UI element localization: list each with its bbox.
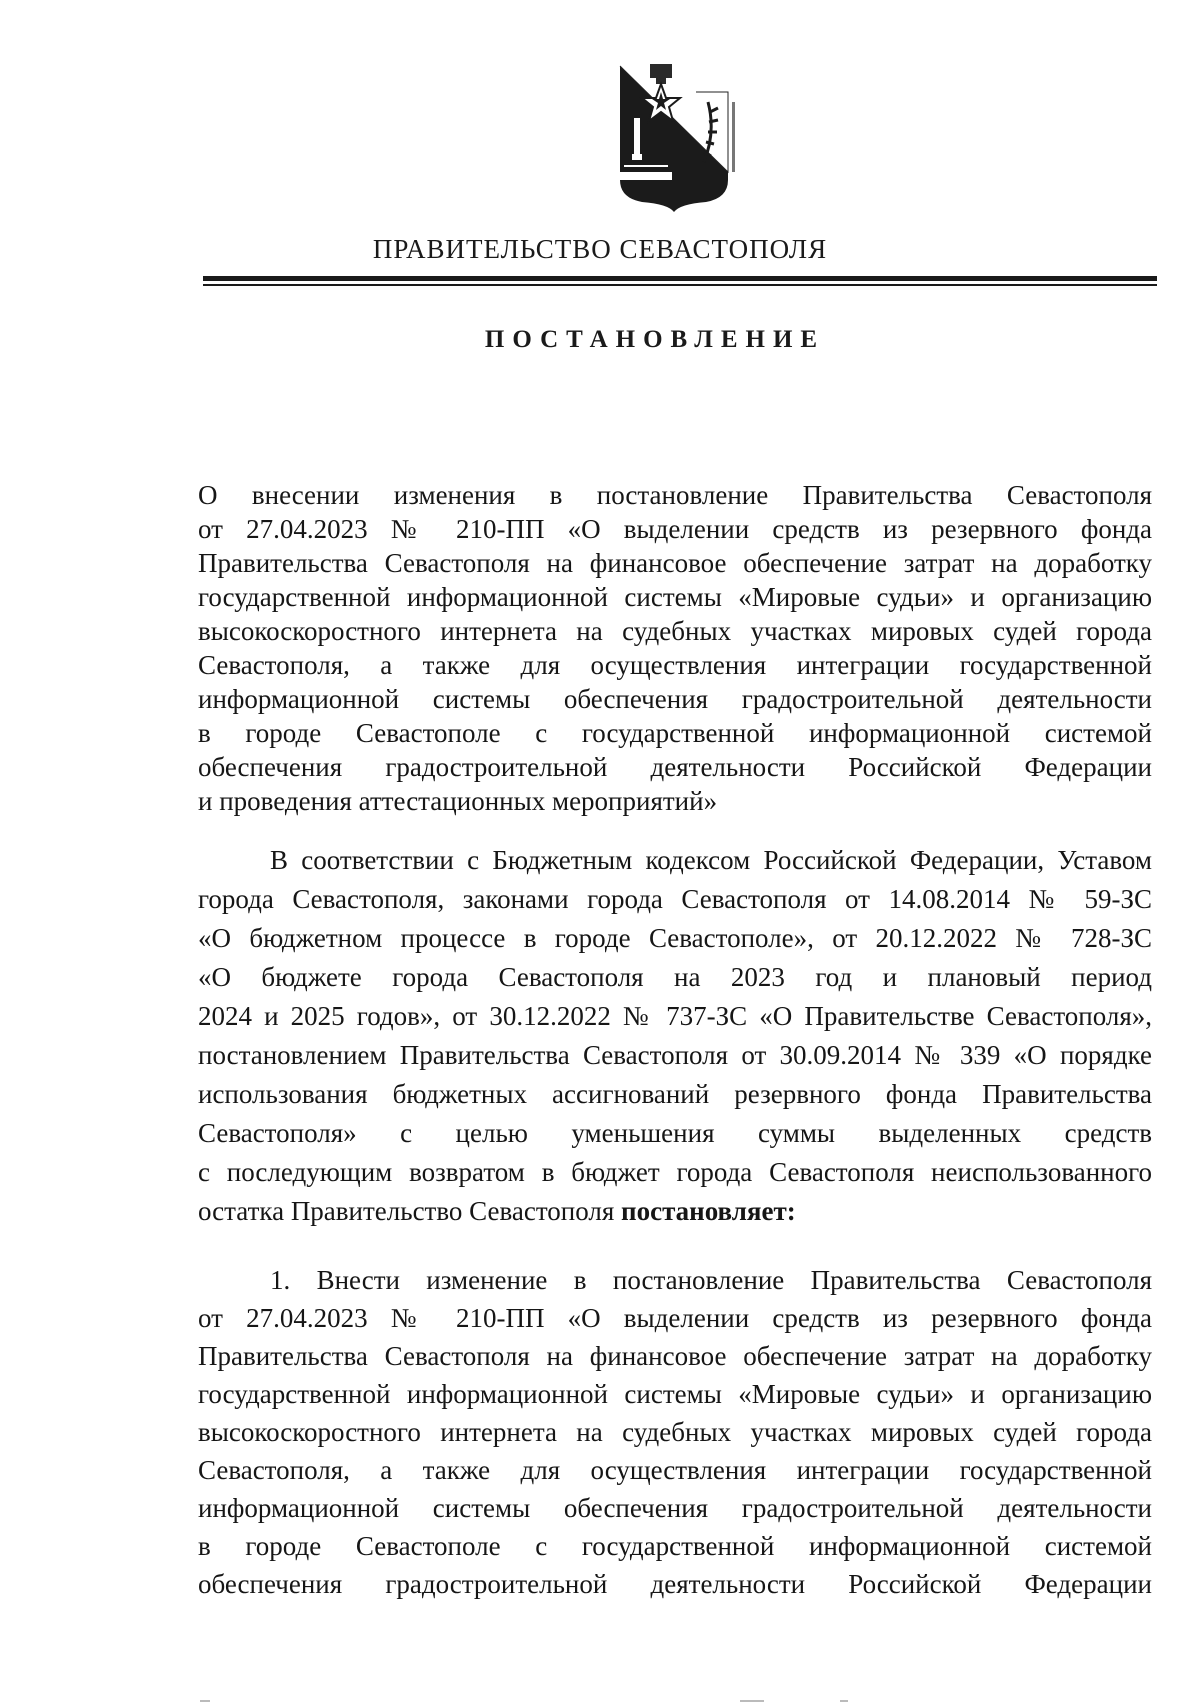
preamble-line: использования бюджетных ассигнований резервного фонда Правительства: [198, 1079, 1152, 1109]
preamble-last-line: [198, 1194, 1152, 1228]
preamble-line: города Севастополя, законами города Севастополя от 14.08.2014 № 59-ЗС: [198, 884, 1152, 914]
subject-line: высокоскоростного интернета на судебных участках мировых судей города: [198, 616, 1152, 646]
preamble-line: «О бюджете города Севастополя на 2023 год и плановый период: [198, 962, 1152, 992]
document-type-title: ПОСТАНОВЛЕНИЕ: [484, 326, 826, 353]
header-rule-thick: [203, 276, 1157, 281]
coat-of-arms-icon: [612, 62, 742, 212]
preamble-line-text: остатка Правительство Севастополя: [198, 1196, 622, 1226]
subject-line: в городе Севастополе с государственной информационной системой: [198, 718, 1152, 748]
clause-line: от 27.04.2023 № 210-ПП «О выделении средств из резервного фонда: [198, 1303, 1152, 1333]
resolves-keyword: постановляет:: [621, 1196, 796, 1226]
subject-line: Правительства Севастополя на финансовое обеспечение затрат на доработку: [198, 548, 1152, 578]
clause-line: информационной системы обеспечения градостроительной деятельности: [198, 1493, 1152, 1523]
preamble-line: В соответствии с Бюджетным кодексом Российской Федерации, Уставом: [270, 845, 1152, 875]
preamble-line: Севастополя» с целью уменьшения суммы выделенных средств: [198, 1118, 1152, 1148]
preamble-line: 2024 и 2025 годов», от 30.12.2022 № 737-ЗС «О Правительстве Севастополя»,: [198, 1001, 1152, 1031]
clause-line: высокоскоростного интернета на судебных участках мировых судей города: [198, 1417, 1152, 1447]
preamble-line: «О бюджетном процессе в городе Севастополе», от 20.12.2022 № 728-ЗС: [198, 923, 1152, 953]
subject-line: информационной системы обеспечения градостроительной деятельности: [198, 684, 1152, 714]
subject-line: государственной информационной системы «Мировые судьи» и организацию: [198, 582, 1152, 612]
clause-line: в городе Севастополе с государственной информационной системой: [198, 1531, 1152, 1561]
scan-artifact: [740, 1700, 764, 1702]
subject-line: от 27.04.2023 № 210-ПП «О выделении средств из резервного фонда: [198, 514, 1152, 544]
clause-line: обеспечения градостроительной деятельности Российской Федерации: [198, 1569, 1152, 1599]
subject-line: О внесении изменения в постановление Правительства Севастополя: [198, 480, 1152, 510]
header-rule-thin: [203, 284, 1157, 286]
clause-line: Севастополя, а также для осуществления интеграции государственной: [198, 1455, 1152, 1485]
scan-artifact: [840, 1700, 848, 1702]
subject-line: Севастополя, а также для осуществления интеграции государственной: [198, 650, 1152, 680]
government-title: ПРАВИТЕЛЬСТВО СЕВАСТОПОЛЯ: [372, 234, 828, 264]
preamble-line: с последующим возвратом в бюджет города Севастополя неиспользованного: [198, 1157, 1152, 1187]
clause-line: государственной информационной системы «Мировые судьи» и организацию: [198, 1379, 1152, 1409]
clause-line: Правительства Севастополя на финансовое обеспечение затрат на доработку: [198, 1341, 1152, 1371]
clause-line: 1. Внести изменение в постановление Правительства Севастополя: [270, 1265, 1152, 1295]
subject-line: и проведения аттестационных мероприятий»: [198, 786, 718, 816]
subject-line: обеспечения градостроительной деятельности Российской Федерации: [198, 752, 1152, 782]
preamble-line: постановлением Правительства Севастополя от 30.09.2014 № 339 «О порядке: [198, 1040, 1152, 1070]
scan-artifact: [200, 1700, 210, 1702]
